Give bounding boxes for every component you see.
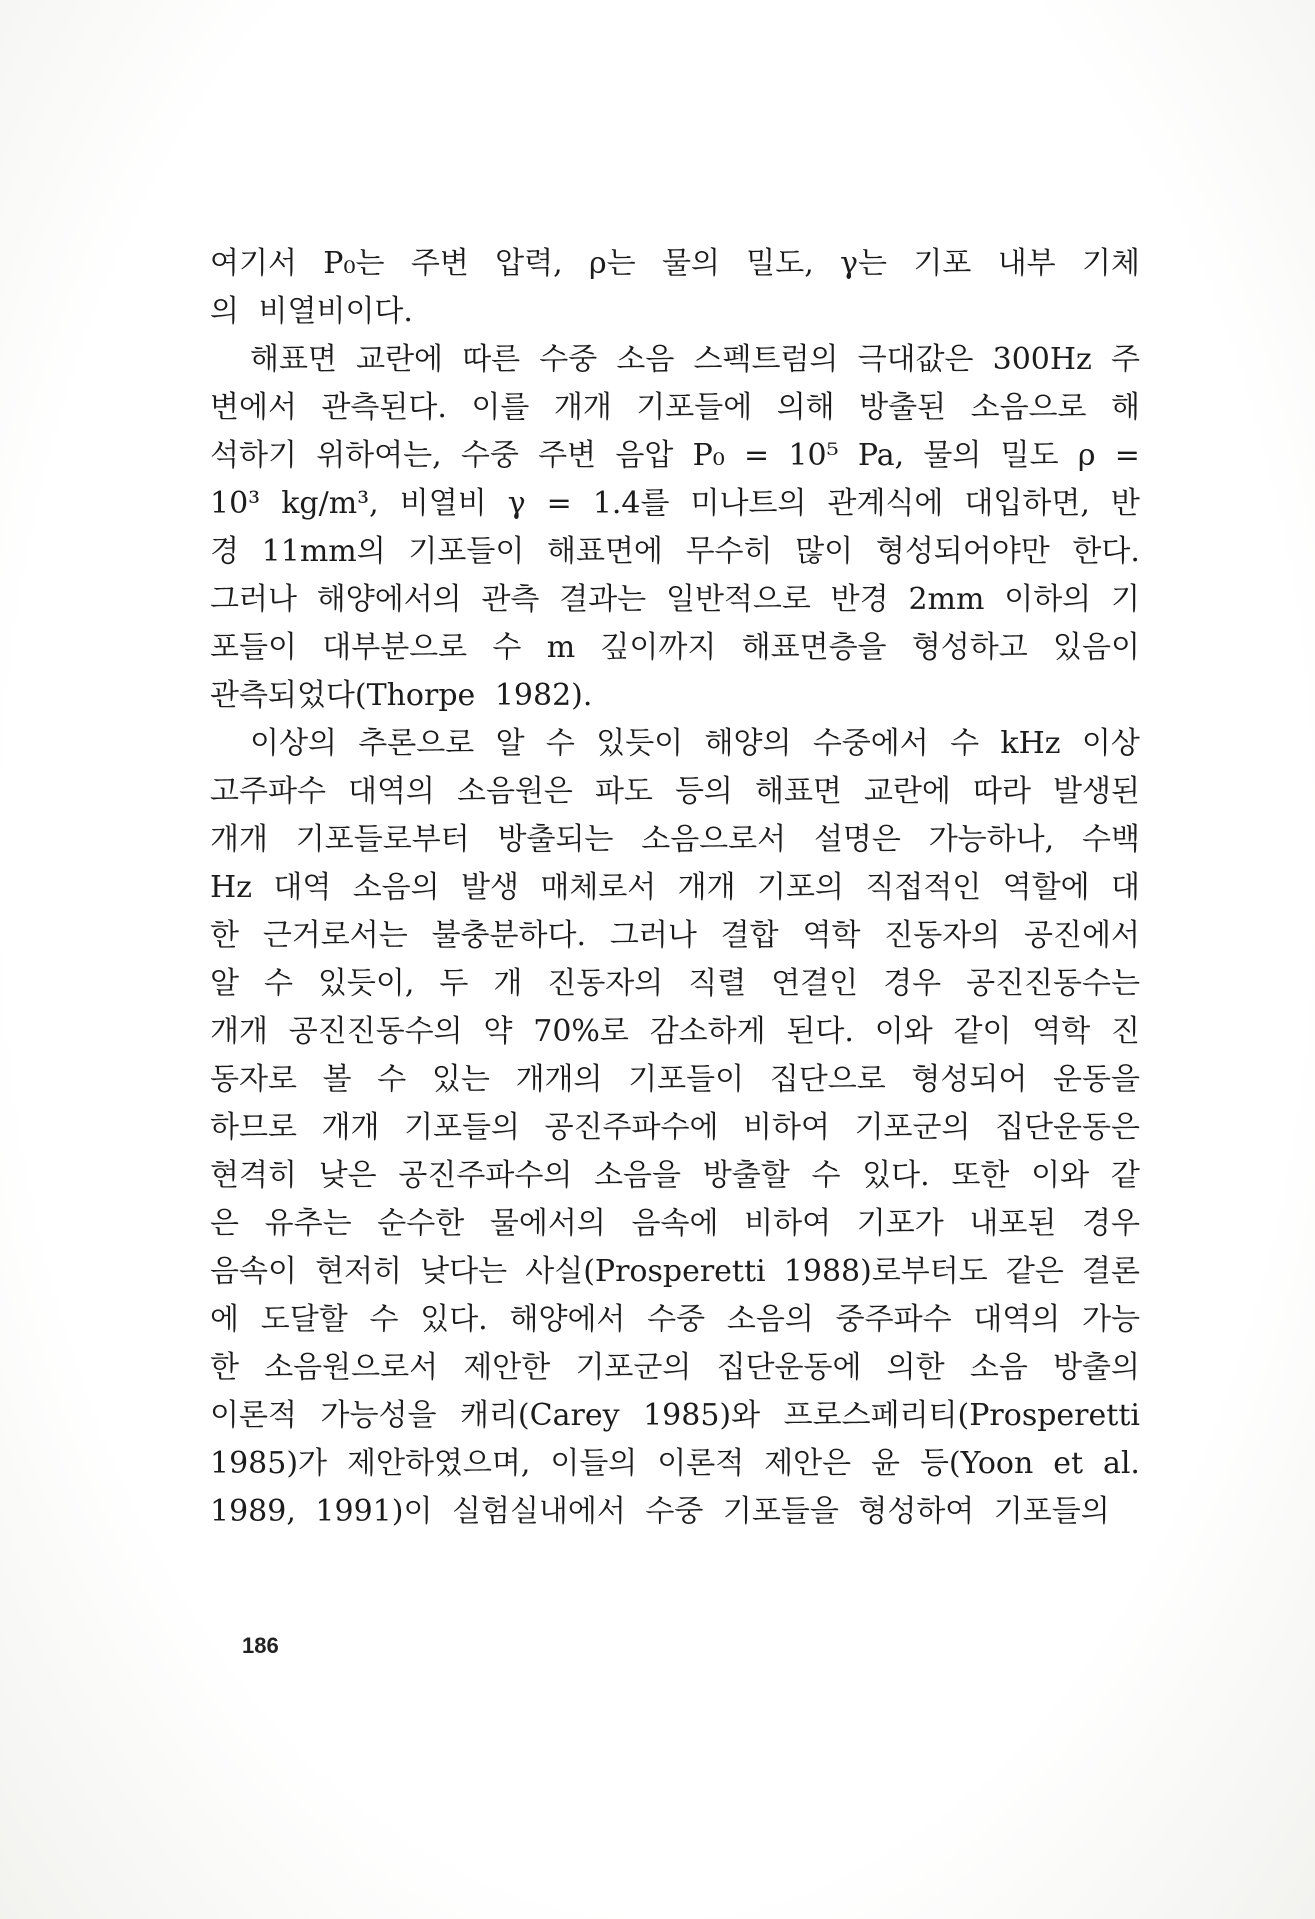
text-line: 한 소음원으로서 제안한 기포군의 집단운동에 의한 소음 방출의 bbox=[210, 1350, 1140, 1385]
text-line: 알 수 있듯이, 두 개 진동자의 직렬 연결인 경우 공진진동수는 bbox=[210, 966, 1140, 1001]
text-line: 이상의 추론으로 알 수 있듯이 해양의 수중에서 수 kHz 이상 bbox=[250, 726, 1140, 761]
text-line: 1989, 1991)이 실험실내에서 수중 기포들을 형성하여 기포들의 bbox=[210, 1494, 1110, 1529]
text-line: 개개 공진진동수의 약 70%로 감소하게 된다. 이와 같이 역학 진 bbox=[210, 1014, 1140, 1049]
paragraph bbox=[210, 336, 1140, 720]
text-line: 은 유추는 순수한 물에서의 음속에 비하여 기포가 내포된 경우 bbox=[210, 1206, 1140, 1241]
text-line: 고주파수 대역의 소음원은 파도 등의 해표면 교란에 따라 발생된 bbox=[210, 774, 1140, 809]
text-line: 여기서 P₀는 주변 압력, ρ는 물의 밀도, γ는 기포 내부 기체 bbox=[210, 246, 1140, 281]
text-line: 관측되었다(Thorpe 1982). bbox=[210, 678, 593, 713]
body-text bbox=[210, 240, 1140, 1536]
page-number: 186 bbox=[242, 1633, 279, 1658]
text-line: 포들이 대부분으로 수 m 깊이까지 해표면층을 형성하고 있음이 bbox=[210, 630, 1140, 665]
text-line: 하므로 개개 기포들의 공진주파수에 비하여 기포군의 집단운동은 bbox=[210, 1110, 1140, 1145]
paragraph bbox=[210, 720, 1140, 1536]
text-line: 동자로 볼 수 있는 개개의 기포들이 집단으로 형성되어 운동을 bbox=[210, 1062, 1140, 1097]
text-line: 변에서 관측된다. 이를 개개 기포들에 의해 방출된 소음으로 해 bbox=[210, 390, 1140, 425]
text-line: 음속이 현저히 낮다는 사실(Prosperetti 1988)로부터도 같은 결론 bbox=[210, 1254, 1140, 1289]
paragraph bbox=[210, 240, 1140, 336]
text-line: 경 11mm의 기포들이 해표면에 무수히 많이 형성되어야만 한다. bbox=[210, 534, 1140, 569]
text-line: 1985)가 제안하였으며, 이들의 이론적 제안은 윤 등(Yoon et al. bbox=[210, 1446, 1140, 1481]
text-line: 그러나 해양에서의 관측 결과는 일반적으로 반경 2mm 이하의 기 bbox=[210, 582, 1140, 617]
text-line: 에 도달할 수 있다. 해양에서 수중 소음의 중주파수 대역의 가능 bbox=[210, 1302, 1140, 1337]
text-line: Hz 대역 소음의 발생 매체로서 개개 기포의 직접적인 역할에 대 bbox=[210, 870, 1140, 905]
text-line: 한 근거로서는 불충분하다. 그러나 결합 역학 진동자의 공진에서 bbox=[210, 918, 1140, 953]
text-line: 해표면 교란에 따른 수중 소음 스펙트럼의 극대값은 300Hz 주 bbox=[250, 342, 1140, 377]
text-line: 석하기 위하여는, 수중 주변 음압 P₀ = 10⁵ Pa, 물의 밀도 ρ = bbox=[210, 438, 1140, 473]
text-line: 현격히 낮은 공진주파수의 소음을 방출할 수 있다. 또한 이와 같 bbox=[210, 1158, 1140, 1193]
text-line: 이론적 가능성을 캐리(Carey 1985)와 프로스페리티(Prosperetti bbox=[210, 1398, 1140, 1433]
text-line: 의 비열비이다. bbox=[210, 294, 413, 329]
text-line: 10³ kg/m³, 비열비 γ = 1.4를 미나트의 관계식에 대입하면, 반 bbox=[210, 486, 1140, 521]
text-line: 개개 기포들로부터 방출되는 소음으로서 설명은 가능하나, 수백 bbox=[210, 822, 1140, 857]
